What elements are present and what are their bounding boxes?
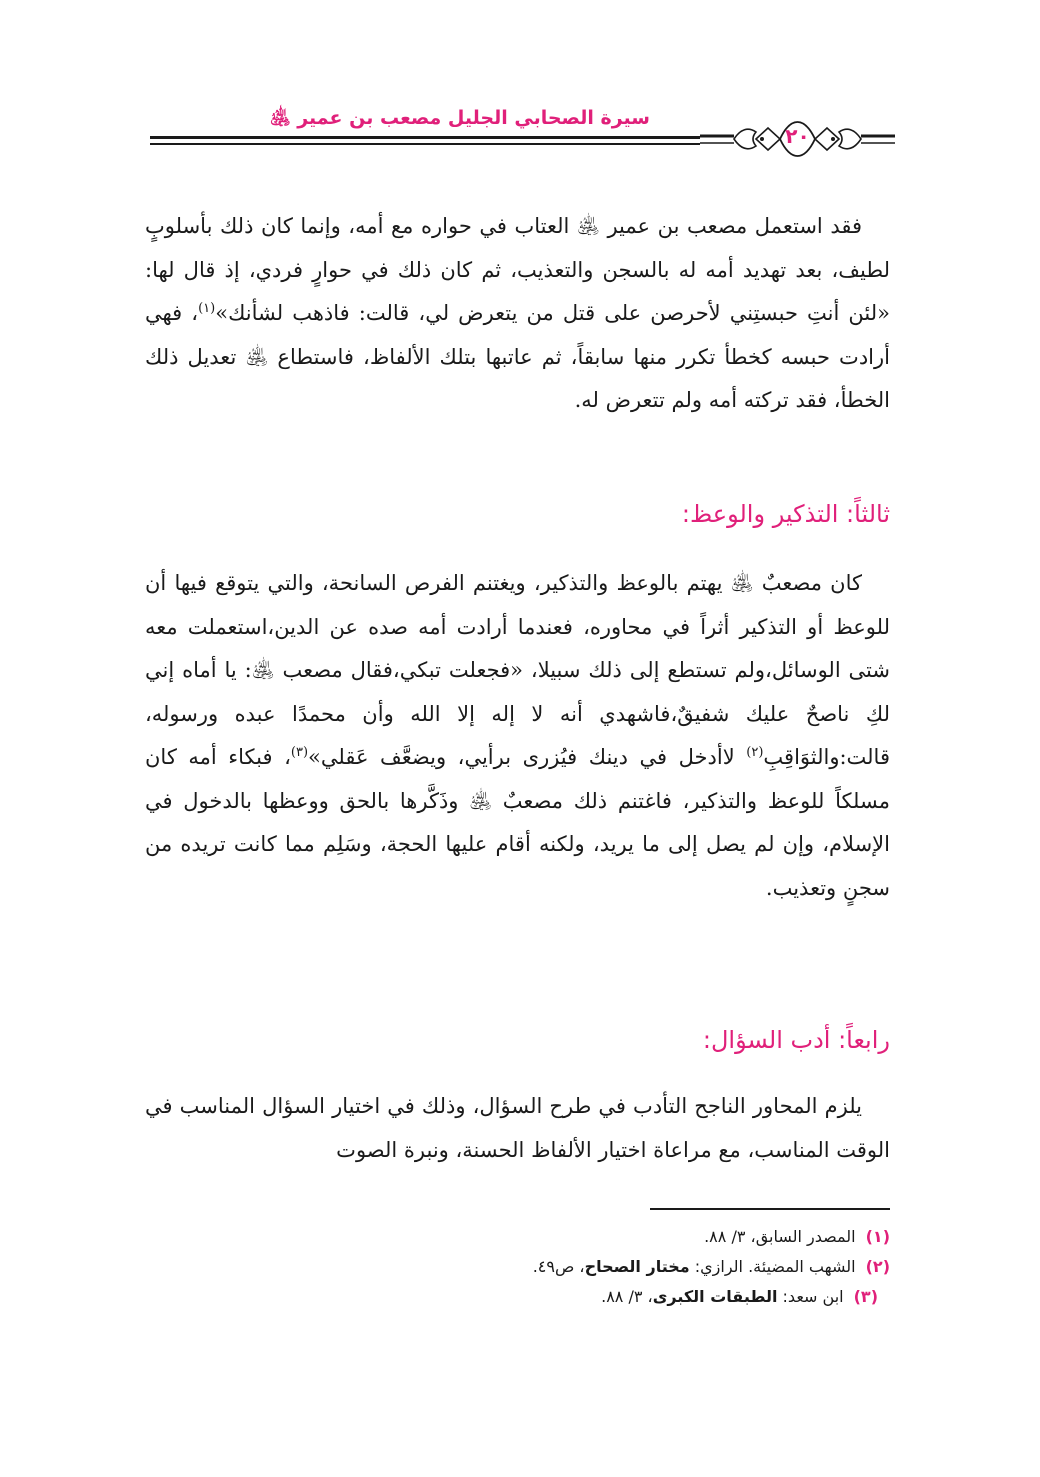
paragraph-3-text: يلزم المحاور الناجح التأدب في طرح السؤال، وذلك في اختيار السؤال المناسب في الوقت المناسب، مع مراعاة اختيار الألفاظ الحسنة، ونبرة الصوت bbox=[145, 1094, 890, 1162]
footnote-text: الشهب المضيئة. الرازي: bbox=[689, 1257, 856, 1276]
footnote-ref-1: (١) bbox=[198, 301, 216, 316]
running-title: سيرة الصحابي الجليل مصعب بن عمير ﵁ bbox=[269, 107, 650, 129]
footnote-number: (٢) bbox=[865, 1257, 890, 1276]
footnote-3 bbox=[145, 1282, 878, 1312]
header-double-rule bbox=[150, 136, 700, 146]
paragraph-2-text-c: ، فبكاء أمه كان مسلكاً للوعظ والتذكير، فاغتنم ذلك مصعبٌ ﵁ وذَكَّرها بالحق ووعظها بالدخول في الإسلام، وإن لم يصل إلى ما يريد، ولكنه أقام عليها الحجة، وسَلِم مما كانت تريده من سجنٍ وتعذيب. bbox=[145, 745, 890, 900]
footnote-ref-3: (٣) bbox=[290, 745, 309, 760]
paragraph-2-text-b: لاأدخل في دينك فيُزرى برأيي، ويضعَّف عَقلي» bbox=[308, 745, 747, 769]
footnote-ref-2: (٢) bbox=[746, 745, 764, 760]
paragraph-3 bbox=[145, 1085, 890, 1172]
footnote-text-after: ، ٣/ ٨٨. bbox=[601, 1287, 653, 1306]
footnote-text: المصدر السابق، ٣/ ٨٨. bbox=[704, 1227, 856, 1246]
paragraph-2-text-a: كان مصعبٌ ﵁ يهتم بالوعظ والتذكير، ويغتنم الفرص السانحة، والتي يتوقع فيها أن للوعظ أو التذكير أثراً في محاوره، فعندما أرادت أمه صده عن الدين،استعملت معه شتى الوسائل،ولم تستطع إلى ذلك سبيلا، «فجعلت تبكي،فقال مصعب ﵁: يا أماه إني لكِ ناصحٌ عليك شفيقٌ،فاشهدي أنه لا إله إلا الله وأن محمدًا عبده ورسوله، قالت:والثوَاقِبِ bbox=[145, 571, 890, 769]
paragraph-1-end: ، فهي أرادت حبسه كخطأ تكرر منها سابقاً، ثم عاتبها بتلك الألفاظ، فاستطاع ﵁ تعديل ذلك الخطأ، فقد تركته أمه ولم تتعرض له. bbox=[145, 301, 890, 412]
section-heading-4: رابعاً: أدب السؤال: bbox=[702, 1026, 890, 1054]
footnote-text-after: ، ص٤٩. bbox=[532, 1257, 585, 1276]
footnote-text: ابن سعد: bbox=[777, 1287, 844, 1306]
page-number: ٢٠ bbox=[785, 124, 810, 148]
footnote-separator bbox=[650, 1208, 890, 1210]
footnote-source-title: مختار الصحاح bbox=[584, 1257, 690, 1276]
footnote-source-title: الطبقات الكبرى bbox=[652, 1287, 778, 1306]
page-header bbox=[150, 100, 895, 160]
section-heading-3: ثالثاً: التذكير والوعظ: bbox=[681, 500, 890, 528]
paragraph-1-text: فقد استعمل مصعب بن عمير ﵁ العتاب في حواره مع أمه، وإنما كان ذلك بأسلوبٍ لطيف، بعد تهديد أمه له بالسجن والتعذيب، ثم كان ذلك في حوارٍ فردي، إذ قال لها: «لئن أنتِ حبستِني لأحرصن على قتل من يتعرض لي، قالت: فاذهب لشأنك» bbox=[145, 214, 890, 325]
footnote-number: (١) bbox=[865, 1227, 890, 1246]
footnote-number: (٣) bbox=[853, 1287, 878, 1306]
footnotes bbox=[145, 1222, 890, 1312]
footnote-1 bbox=[145, 1222, 890, 1252]
paragraph-1 bbox=[145, 205, 890, 423]
footnote-2 bbox=[145, 1252, 890, 1282]
paragraph-2 bbox=[145, 562, 890, 910]
page-number-badge bbox=[700, 118, 895, 162]
